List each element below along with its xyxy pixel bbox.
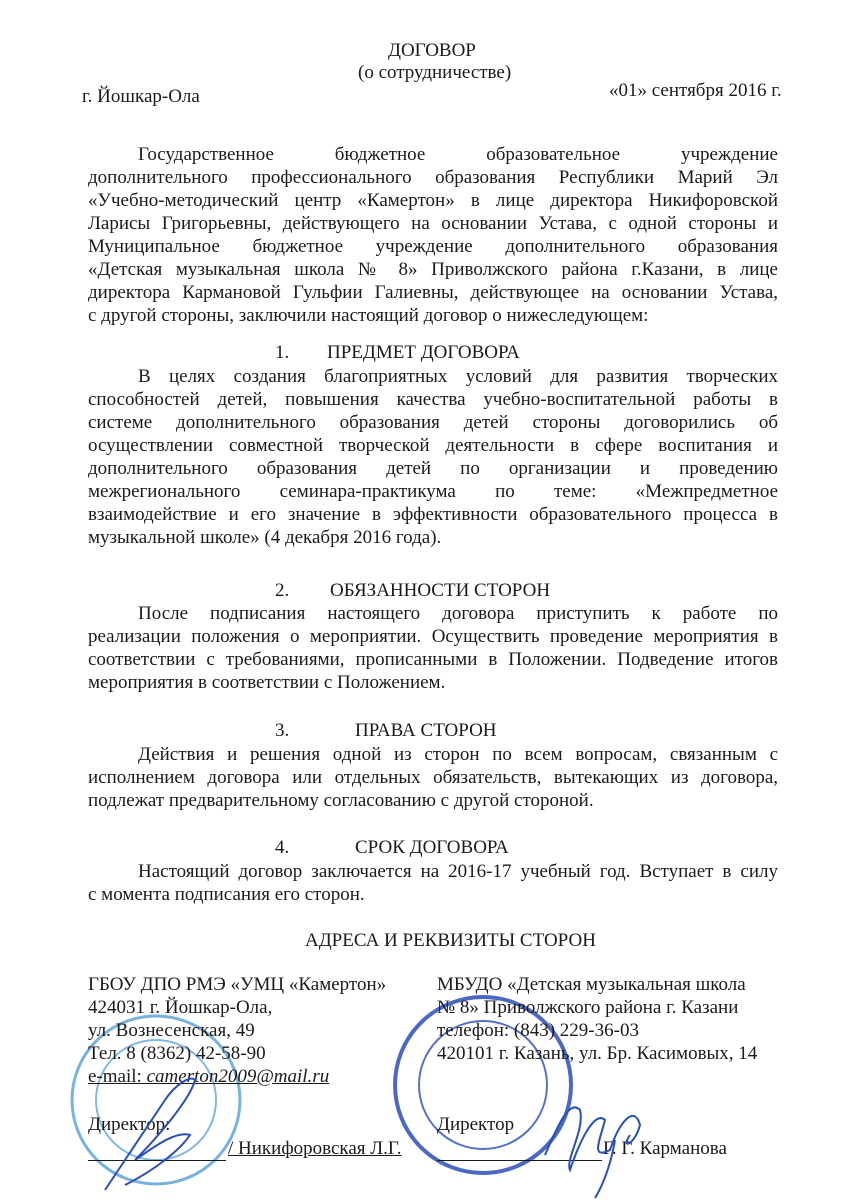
text-line: дополнительного образования детей по организации и проведению: [88, 458, 778, 479]
section-1-number: 1.: [275, 342, 290, 363]
preamble: [88, 143, 778, 327]
text-line: межрегионального семинара-практикума по теме: «Межпредметное: [88, 481, 778, 502]
requisite-line: ул. Вознесенская, 49: [88, 1020, 255, 1041]
section-3-number: 3.: [275, 720, 290, 741]
text-line: дополнительного профессионального образования Республики Марий Эл: [88, 167, 778, 188]
text-line: осуществлении совместной творческой деятельности в сфере воспитания и: [88, 435, 778, 456]
text-line: подлежат предварительному согласованию с другой стороной.: [88, 790, 594, 811]
text-line: Государственное бюджетное образовательное учреждение: [138, 144, 778, 165]
text-line: исполнением договора или отдельных обязательств, вытекающих из договора,: [88, 767, 778, 788]
requisites-title: АДРЕСА И РЕКВИЗИТЫ СТОРОН: [305, 930, 596, 951]
party-right-requisites: [437, 973, 782, 1065]
email-label: e-mail:: [88, 1066, 147, 1087]
signature-name-left-text: / Никифоровская Л.Г.: [228, 1138, 402, 1159]
text-line: с момента подписания его сторон.: [88, 884, 365, 905]
section-1-text: [88, 365, 778, 549]
document-title: ДОГОВОР: [388, 40, 476, 61]
text-line: реализации положения о мероприятии. Осуществить проведение мероприятия в: [88, 626, 778, 647]
text-line: музыкальной школе» (4 декабря 2016 года).: [88, 527, 442, 548]
section-3-text: [88, 743, 778, 812]
text-line: соответствии с требованиями, прописанными в Положении. Подведение итогов: [88, 649, 778, 670]
section-4-text: [88, 860, 778, 906]
requisite-line: 424031 г. Йошкар-Ола,: [88, 997, 273, 1018]
text-line: Ларисы Григорьевны, действующего на основании Устава, с одной стороны и: [88, 213, 778, 234]
section-2-text: [88, 602, 778, 694]
email-link[interactable]: camerton2009@mail.ru: [146, 1066, 330, 1087]
text-line: Настоящий договор заключается на 2016-17 учебный год. Вступает в силу: [138, 861, 778, 882]
signature-name-left: [228, 1138, 402, 1160]
signature-left-icon: [95, 1060, 215, 1200]
text-line: взаимодействие и его значение в эффективности образовательного процесса в: [88, 504, 778, 525]
section-2-title: ОБЯЗАННОСТИ СТОРОН: [330, 580, 551, 601]
date: «01» сентября 2016 г.: [609, 80, 782, 101]
signature-name-right: Г. Г. Карманова: [603, 1138, 727, 1159]
text-line: После подписания настоящего договора приступить к работе по: [138, 603, 778, 624]
section-4-title: СРОК ДОГОВОРА: [355, 837, 509, 858]
requisite-line: № 8» Приволжского района г. Казани: [437, 997, 739, 1018]
requisite-line: ГБОУ ДПО РМЭ «УМЦ «Камертон»: [88, 974, 387, 995]
text-line: с другой стороны, заключили настоящий договор о нижеследующем:: [88, 305, 649, 326]
text-line: системе дополнительного образования детей стороны договорились об: [88, 412, 778, 433]
text-line: способностей детей, повышения качества учебно-воспитательной работы в: [88, 389, 778, 410]
director-label-left: Директор:: [88, 1114, 171, 1135]
requisite-line: телефон: (843) 229-36-03: [437, 1020, 639, 1041]
section-1-title: ПРЕДМЕТ ДОГОВОРА: [327, 342, 520, 363]
text-line: мероприятия в соответствии с Положением.: [88, 672, 446, 693]
text-line: «Детская музыкальная школа № 8» Приволжского района г.Казани, в лице: [88, 259, 778, 280]
requisite-line: Тел. 8 (8362) 42-58-90: [88, 1043, 266, 1064]
section-4-number: 4.: [275, 837, 290, 858]
signature-right-icon: [540, 1080, 660, 1200]
section-2-number: 2.: [275, 580, 290, 601]
section-3-title: ПРАВА СТОРОН: [355, 720, 497, 741]
text-line: директора Кармановой Гульфии Галиевны, действующее на основании Устава,: [88, 282, 778, 303]
text-line: «Учебно-методический центр «Камертон» в лице директора Никифоровской: [88, 190, 778, 211]
document-subtitle: (о сотрудничестве): [358, 62, 512, 83]
text-line: Муниципальное бюджетное учреждение дополнительного образования: [88, 236, 778, 257]
requisite-line: МБУДО «Детская музыкальная школа: [437, 974, 746, 995]
city: г. Йошкар-Ола: [82, 86, 200, 107]
requisite-line: 420101 г. Казань, ул. Бр. Касимовых, 14: [437, 1043, 758, 1064]
director-label-right: Директор: [437, 1114, 515, 1135]
text-line: Действия и решения одной из сторон по всем вопросам, связанным с: [138, 744, 778, 765]
text-line: В целях создания благоприятных условий для развития творческих: [138, 366, 778, 387]
